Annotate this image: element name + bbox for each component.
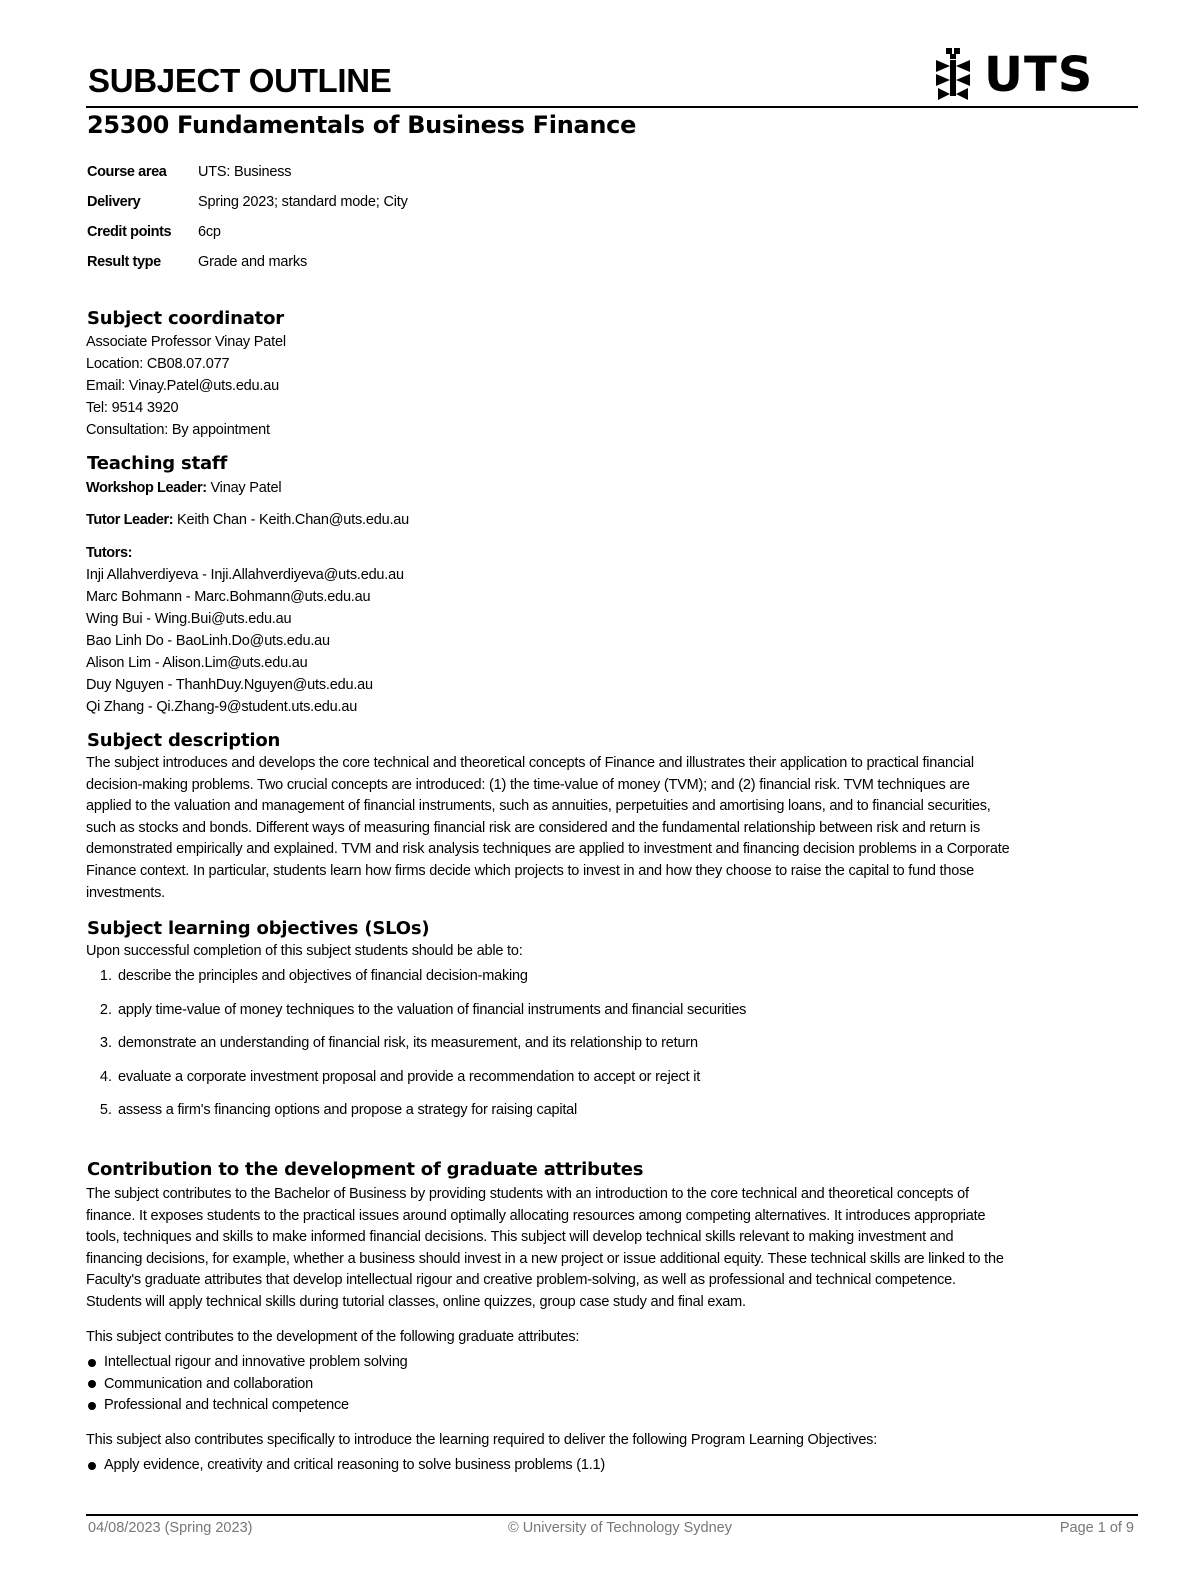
slo-list xyxy=(86,968,746,1136)
document-title: SUBJECT OUTLINE xyxy=(88,62,392,99)
teaching-staff-heading: Teaching staff xyxy=(87,453,228,474)
coordinator-location: Location: CB08.07.077 xyxy=(86,356,230,372)
description-line: demonstrated empirically and explained. TVM and risk analysis techniques are applied to investment and financing decision problems in a Corporate xyxy=(86,841,1010,858)
plo-intro: This subject also contributes specifically to introduce the learning required to deliver the following Program Learning Objectives: xyxy=(86,1432,878,1448)
slo-text: assess a firm's financing options and propose a strategy for raising capital xyxy=(118,1102,578,1119)
attributes-intro: This subject contributes to the development of the following graduate attributes: xyxy=(86,1329,580,1345)
attribute-item xyxy=(88,1395,408,1417)
coordinator-tel: Tel: 9514 3920 xyxy=(86,400,179,416)
slo-number: 2. xyxy=(99,1001,112,1018)
attribute-item xyxy=(88,1374,408,1396)
graduate-attributes-heading: Contribution to the development of graduate attributes xyxy=(87,1159,644,1180)
slo-item xyxy=(86,1069,746,1103)
meta-label: Course area xyxy=(87,164,167,180)
uts-wordmark: UTS xyxy=(984,47,1094,103)
slo-item xyxy=(86,1002,746,1036)
description-line: such as stocks and bonds. Different ways of measuring financial risk are considered and the fundamental relationship between risk and return is xyxy=(86,819,980,836)
coordinator-heading: Subject coordinator xyxy=(87,308,284,329)
tutor-item: Qi Zhang - Qi.Zhang-9@student.uts.edu.au xyxy=(86,699,358,715)
meta-label: Credit points xyxy=(87,224,172,240)
attribute-text: Professional and technical competence xyxy=(104,1397,349,1414)
description-line: The subject introduces and develops the core technical and theoretical concepts of Finance and illustrates their application to practical financial xyxy=(86,755,974,771)
subject-title: 25300 Fundamentals of Business Finance xyxy=(87,111,637,139)
attribute-item xyxy=(88,1352,408,1374)
coordinator-consultation: Consultation: By appointment xyxy=(86,422,270,438)
tutor-leader-value: Keith Chan - Keith.Chan@uts.edu.au xyxy=(173,512,410,528)
meta-row-credit-points xyxy=(87,224,408,254)
workshop-leader-value: Vinay Patel xyxy=(206,480,282,496)
workshop-leader-label: Workshop Leader: xyxy=(86,480,207,496)
bullet-icon xyxy=(88,1380,96,1388)
slo-item xyxy=(86,968,746,1002)
top-divider xyxy=(86,106,1138,108)
meta-row-course-area xyxy=(87,164,408,194)
tutors-label: Tutors: xyxy=(86,545,133,561)
meta-row-result-type xyxy=(87,254,408,284)
plo-item xyxy=(88,1455,605,1477)
slo-item xyxy=(86,1102,746,1136)
uts-logo xyxy=(928,46,1148,104)
description-line: investments. xyxy=(86,884,165,901)
slo-intro: Upon successful completion of this subject students should be able to: xyxy=(86,943,523,959)
footer-copyright: © University of Technology Sydney xyxy=(508,1520,732,1536)
coordinator-details xyxy=(86,331,286,441)
graduate-line: financing decisions, for example, whether a business should invest in a new project or issue additional equity. These technical skills are linked to the xyxy=(86,1250,1004,1267)
subject-meta xyxy=(87,164,408,284)
graduate-line: Students will apply technical skills during tutorial classes, online quizzes, group case study and final exam. xyxy=(86,1293,746,1310)
description-line: decision-making problems. Two crucial concepts are introduced: (1) the time-value of money (TVM); and (2) financial risk. TVM techniques are xyxy=(86,776,970,793)
slo-number: 5. xyxy=(99,1102,112,1119)
description-heading: Subject description xyxy=(87,730,281,751)
footer-date: 04/08/2023 (Spring 2023) xyxy=(88,1520,253,1536)
tutor-item: Alison Lim - Alison.Lim@uts.edu.au xyxy=(86,655,308,671)
meta-value: 6cp xyxy=(198,224,221,240)
slo-text: apply time-value of money techniques to the valuation of financial instruments and financial securities xyxy=(118,1001,747,1018)
slo-heading: Subject learning objectives (SLOs) xyxy=(87,918,430,939)
slo-text: demonstrate an understanding of financial risk, its measurement, and its relationship to return xyxy=(118,1035,698,1052)
graduate-line: The subject contributes to the Bachelor of Business by providing students with an introduction to the core technical and theoretical concepts of xyxy=(86,1186,969,1202)
description-line: applied to the valuation and management of financial instruments, such as annuities, perpetuities and amortising loans, and to financial securities, xyxy=(86,798,991,815)
meta-value: Grade and marks xyxy=(198,254,308,270)
graduate-attributes-body xyxy=(86,1184,1132,1314)
subject-outline-page xyxy=(86,0,1138,1590)
tutor-item: Inji Allahverdiyeva - Inji.Allahverdiyeva@uts.edu.au xyxy=(86,567,404,583)
graduate-line: Faculty's graduate attributes that develop intellectual rigour and creative problem-solving, as well as professional and technical competence. xyxy=(86,1272,956,1289)
attribute-text: Communication and collaboration xyxy=(104,1375,314,1392)
bullet-icon xyxy=(88,1462,96,1470)
description-body xyxy=(86,753,1132,904)
meta-value: Spring 2023; standard mode; City xyxy=(198,194,408,210)
attributes-list xyxy=(88,1352,408,1417)
slo-number: 1. xyxy=(99,968,112,984)
meta-value: UTS: Business xyxy=(198,164,292,180)
tutor-item: Bao Linh Do - BaoLinh.Do@uts.edu.au xyxy=(86,633,330,649)
slo-item xyxy=(86,1035,746,1069)
tutor-item: Wing Bui - Wing.Bui@uts.edu.au xyxy=(86,611,292,627)
workshop-leader xyxy=(86,477,281,499)
tutor-leader-label: Tutor Leader: xyxy=(86,512,174,528)
slo-number: 4. xyxy=(99,1068,112,1085)
bullet-icon xyxy=(88,1359,96,1367)
tutors-list xyxy=(86,542,404,718)
slo-text: evaluate a corporate investment proposal and provide a recommendation to accept or reject it xyxy=(118,1068,701,1085)
slo-text: describe the principles and objectives of financial decision-making xyxy=(118,968,528,984)
tutor-item: Duy Nguyen - ThanhDuy.Nguyen@uts.edu.au xyxy=(86,677,373,693)
plo-list xyxy=(88,1455,605,1477)
meta-label: Result type xyxy=(87,254,161,270)
meta-label: Delivery xyxy=(87,194,141,210)
coordinator-name: Associate Professor Vinay Patel xyxy=(86,334,286,350)
uts-crest-icon xyxy=(928,46,978,104)
tutor-item: Marc Bohmann - Marc.Bohmann@uts.edu.au xyxy=(86,589,371,605)
footer-page-number: Page 1 of 9 xyxy=(1059,1520,1134,1536)
bullet-icon xyxy=(88,1402,96,1410)
plo-text: Apply evidence, creativity and critical reasoning to solve business problems (1.1) xyxy=(104,1457,606,1473)
coordinator-email[interactable]: Email: Vinay.Patel@uts.edu.au xyxy=(86,378,279,394)
tutor-leader xyxy=(86,509,409,531)
slo-number: 3. xyxy=(99,1035,112,1052)
description-line: Finance context. In particular, students learn how firms decide which projects to invest in and how they choose to raise the capital to fund those xyxy=(86,862,975,879)
graduate-line: tools, techniques and skills to make informed financial decisions. This subject will develop technical skills relevant to making investment and xyxy=(86,1229,954,1246)
graduate-line: finance. It exposes students to the practical issues around optimally allocating resources among competing alternatives. It introduces appropriate xyxy=(86,1207,986,1224)
bottom-divider xyxy=(86,1514,1138,1516)
attribute-text: Intellectual rigour and innovative problem solving xyxy=(104,1354,408,1370)
meta-row-delivery xyxy=(87,194,408,224)
